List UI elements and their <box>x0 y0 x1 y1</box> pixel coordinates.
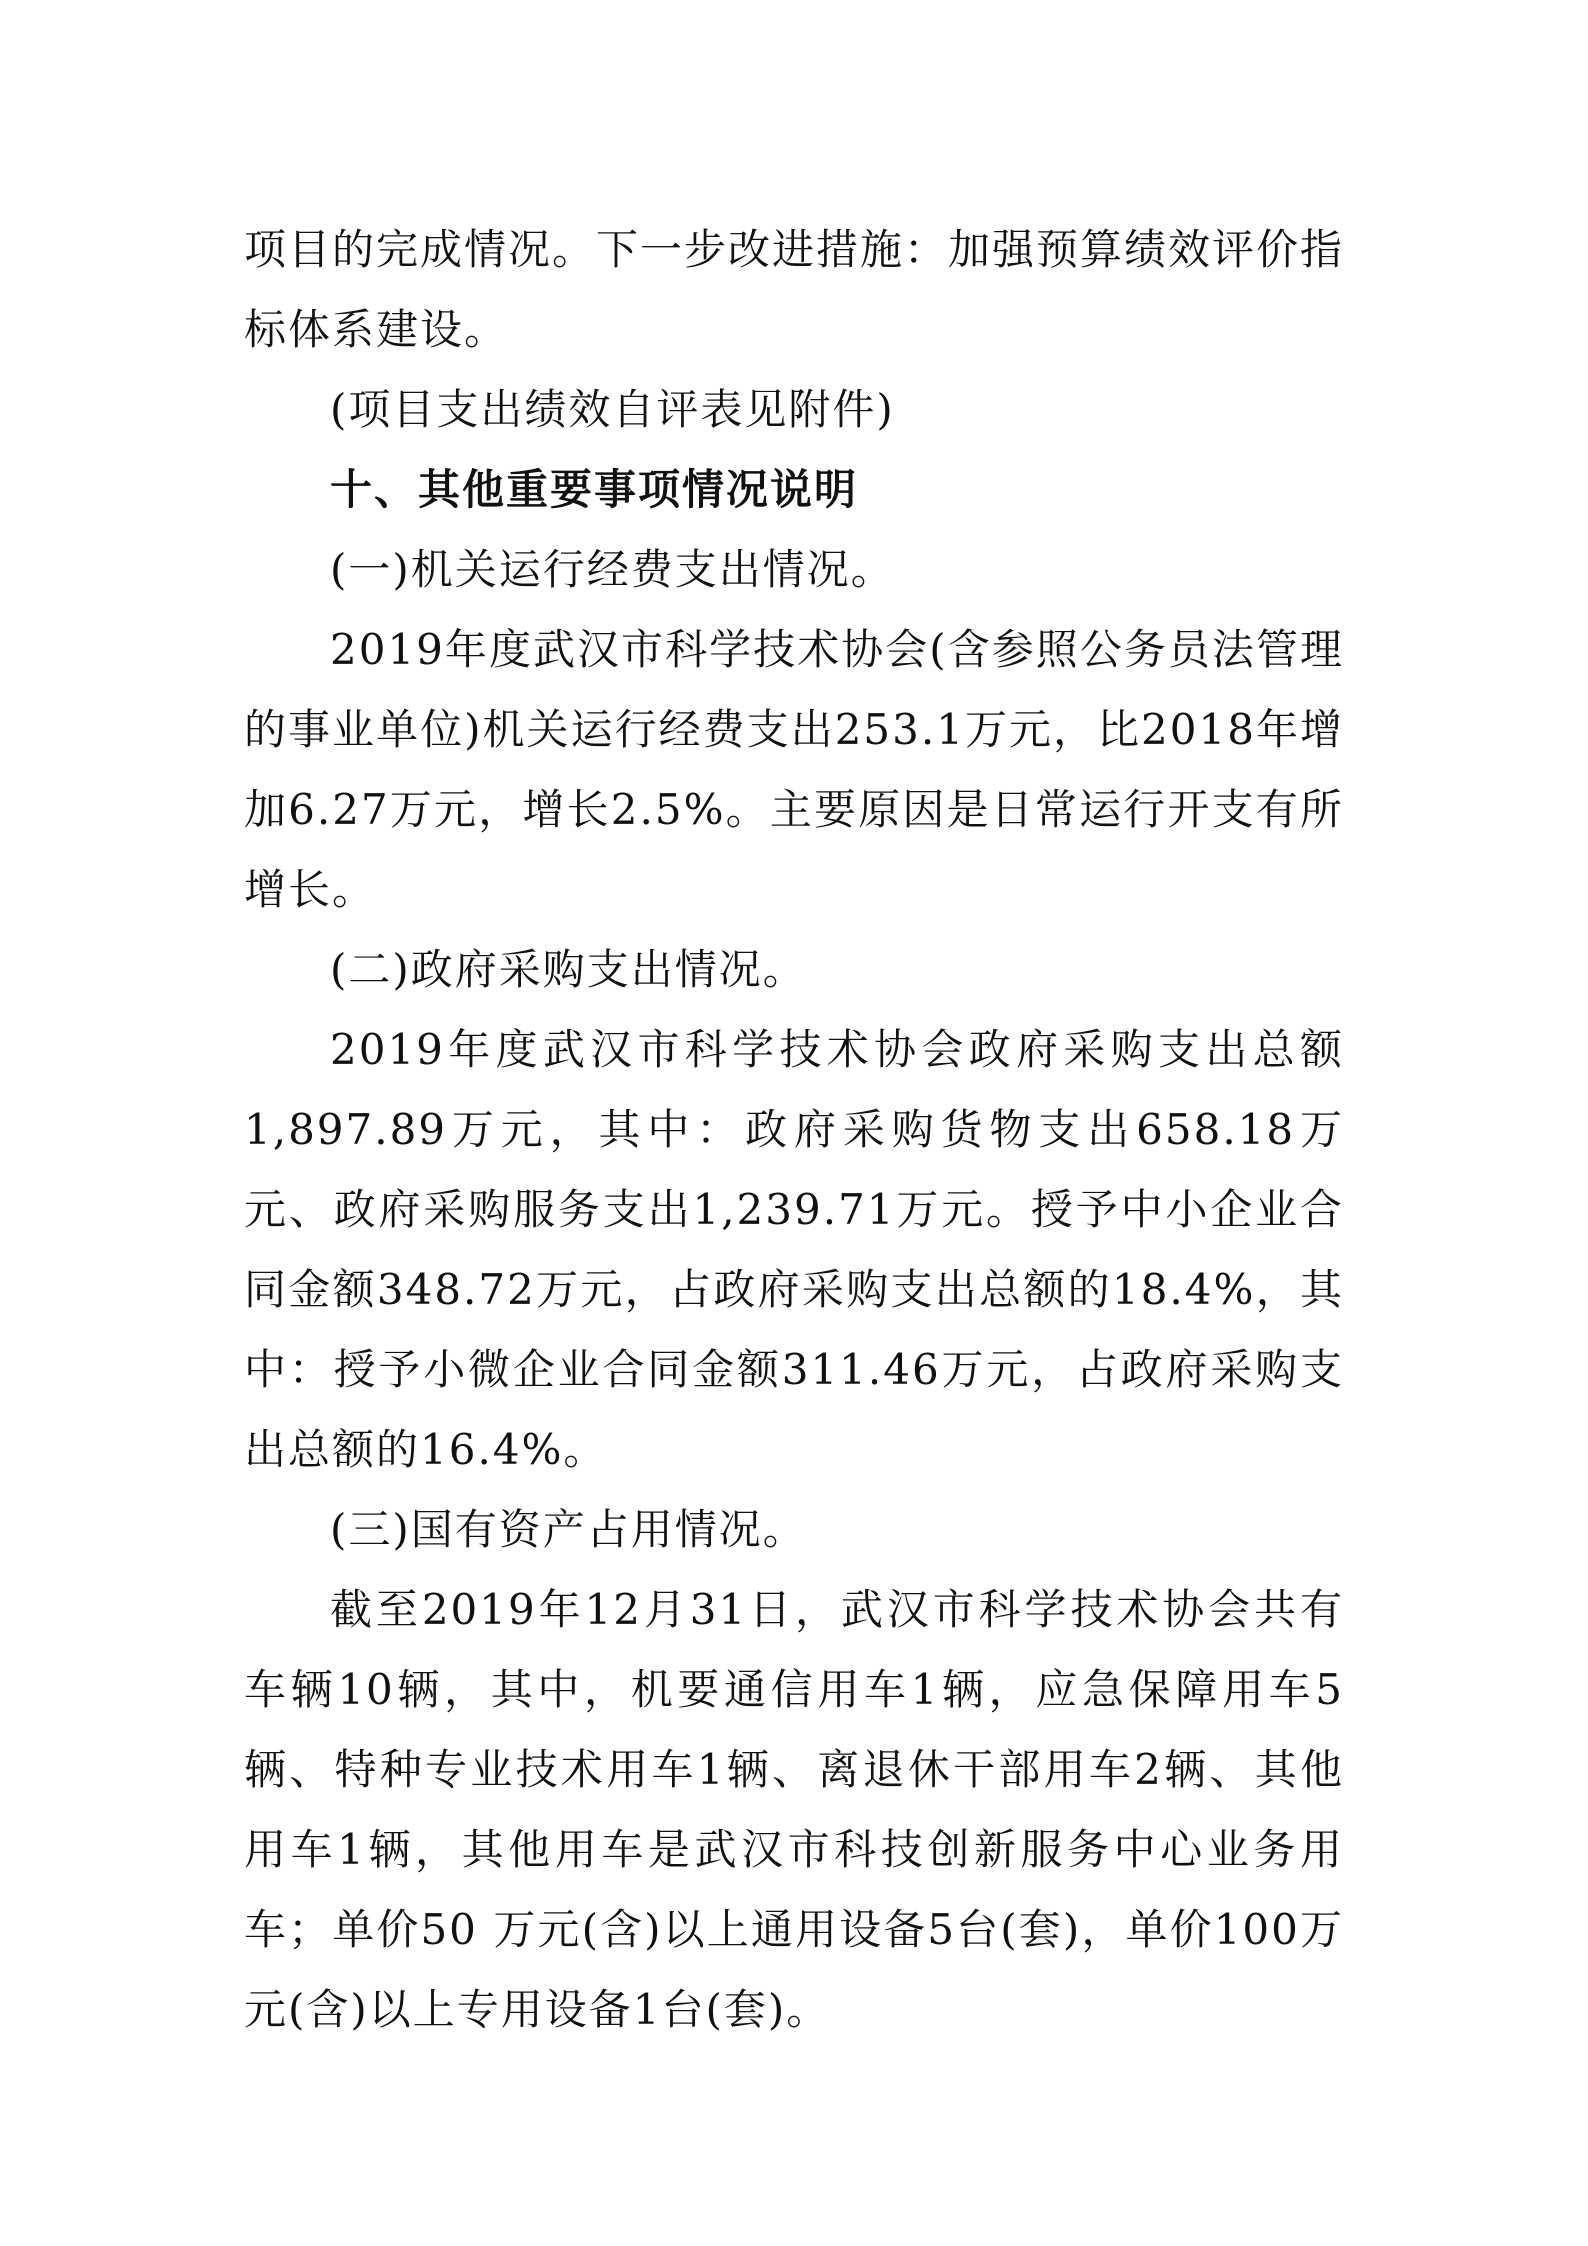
subheading-operating-expenses: (一)机关运行经费支出情况。 <box>330 545 895 594</box>
paragraph-state-assets: 截至2019年12月31日，武汉市科学技术协会共有车辆10辆，其中，机要通信用车1辆，应急保障用车5辆、特种专业技术用车1辆、离退休干部用车2辆、其他用车1辆，其他用车是武汉市科技创新服务中心业务用车；单价50 万元(含)以上通用设备5台(套)，单价100万元(含)以上专用设备1台(套)。 <box>244 1585 1344 2034</box>
subheading-state-assets: (三)国有资产占用情况。 <box>330 1505 807 1554</box>
paragraph-operating-expenses: 2019年度武汉市科学技术协会(含参照公务员法管理的事业单位)机关运行经费支出253.1万元，比2018年增加6.27万元，增长2.5%。主要原因是日常运行开支有所增长。 <box>244 625 1344 914</box>
document-body <box>244 210 1344 2050</box>
paragraph-attachment-note: (项目支出绩效自评表见附件) <box>330 385 895 434</box>
subheading-government-procurement: (二)政府采购支出情况。 <box>330 945 807 994</box>
section-heading-other-matters: 十、其他重要事项情况说明 <box>330 465 859 514</box>
paragraph-government-procurement: 2019年度武汉市科学技术协会政府采购支出总额1,897.89万元，其中：政府采购货物支出658.18万元、政府采购服务支出1,239.71万元。授予中小企业合同金额348.72万元，占政府采购支出总额的18.4%，其中：授予小微企业合同金额311.46万元，占政府采购支出总额的16.4%。 <box>244 1025 1344 1474</box>
paragraph-project-completion: 项目的完成情况。下一步改进措施：加强预算绩效评价指标体系建设。 <box>244 225 1345 354</box>
